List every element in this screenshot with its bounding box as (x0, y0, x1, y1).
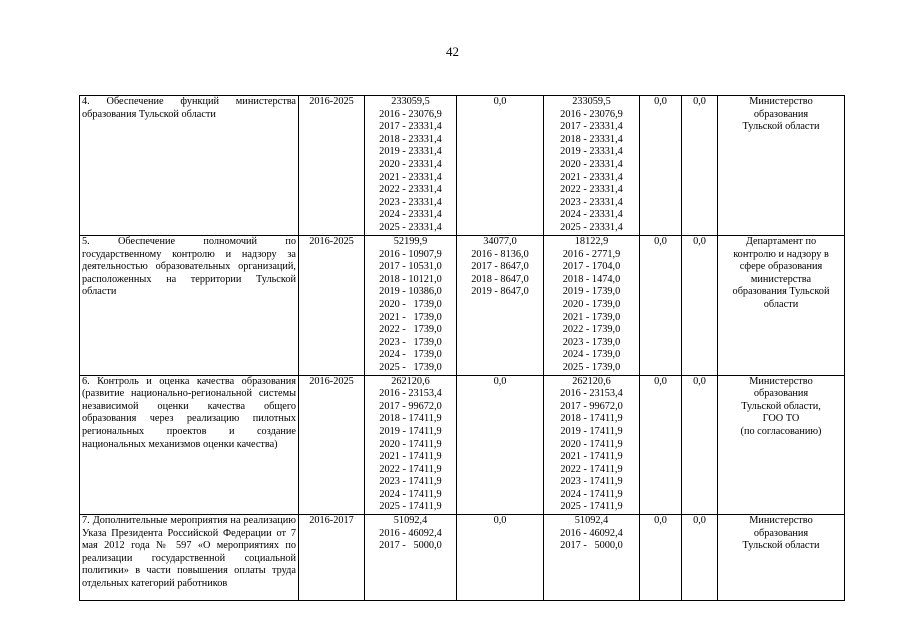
regional-funding-cell-line: 2017 - 1704,0 (562, 261, 621, 273)
executor-cell-line: образования (753, 108, 809, 120)
executor-cell-line: образования (753, 388, 809, 400)
regional-funding-cell-line: 2017 - 23331,4 (560, 121, 623, 133)
table-row (80, 236, 845, 376)
total-funding-cell-line: 2025 - 1739,0 (379, 361, 442, 373)
regional-funding-cell-line: 2020 - 17411,9 (560, 438, 623, 450)
regional-funding-cell-line: 2025 - 17411,9 (560, 501, 623, 513)
total-funding-cell-line: 2021 - 17411,9 (379, 451, 442, 463)
total-funding-cell-line: 2020 - 23331,4 (379, 158, 442, 170)
executor-cell-line: образования (753, 527, 809, 539)
regional-funding-cell (544, 96, 640, 236)
local-funding-cell: 0,0 (640, 96, 682, 236)
executor-cell-line: Министерство (749, 515, 813, 527)
activity-name-cell: 6. Контроль и оценка качества образования (развитие национально-региональной системы независимой оценки качества общего образования через реализацию пилотных региональных проектов и создание национальных механизмов оценки качества) (80, 375, 299, 515)
total-funding-cell-line: 2020 - 17411,9 (379, 438, 442, 450)
regional-funding-cell-line: 2018 - 23331,4 (560, 133, 623, 145)
page-number: 42 (446, 44, 459, 59)
executor-cell-line: образования Тульской (732, 286, 830, 298)
regional-funding-cell-line: 2025 - 23331,4 (560, 221, 623, 233)
total-funding-cell-line: 2019 - 17411,9 (379, 425, 442, 437)
period-cell: 2016-2025 (299, 96, 365, 236)
total-funding-cell-line: 2021 - 23331,4 (379, 171, 442, 183)
total-funding-cell-line: 2016 - 23153,4 (379, 388, 442, 400)
executor-cell-line: сфере образования (739, 261, 823, 273)
period-cell: 2016-2025 (299, 236, 365, 376)
total-funding-cell-line: 2022 - 23331,4 (379, 184, 442, 196)
total-funding-cell-line: 2019 - 10386,0 (379, 286, 442, 298)
table-row (80, 375, 845, 515)
executor-cell-line: Министерство (749, 96, 813, 107)
federal-funding-cell-line: 2017 - 8647,0 (471, 261, 529, 273)
total-funding-cell-line: 262120,6 (391, 375, 430, 387)
regional-funding-cell-line: 2024 - 1739,0 (562, 349, 621, 361)
total-funding-cell-line: 2023 - 17411,9 (379, 476, 442, 488)
executor-cell-line: Тульской области (742, 540, 820, 552)
local-funding-cell: 0,0 (640, 375, 682, 515)
total-funding-cell-line: 52199,9 (393, 236, 428, 247)
regional-funding-cell-line: 233059,5 (572, 96, 611, 107)
total-funding-cell-line: 2024 - 23331,4 (379, 209, 442, 221)
executor-cell (718, 236, 845, 376)
executor-cell-line: ГОО ТО (762, 413, 800, 425)
total-funding-cell-line: 2024 - 17411,9 (379, 488, 442, 500)
total-funding-cell-line: 2018 - 17411,9 (379, 413, 442, 425)
local-funding-cell: 0,0 (640, 515, 682, 601)
total-funding-cell (365, 236, 457, 376)
table-row (80, 96, 845, 236)
regional-funding-cell-line: 18122,9 (574, 236, 609, 247)
total-funding-cell-line: 2019 - 23331,4 (379, 146, 442, 158)
extra-funding-cell: 0,0 (682, 375, 718, 515)
regional-funding-cell-line: 2018 - 17411,9 (560, 413, 623, 425)
regional-funding-cell-line: 2016 - 23076,9 (560, 108, 623, 120)
total-funding-cell-line: 2021 - 1739,0 (379, 311, 442, 323)
executor-cell-line: области (763, 298, 799, 310)
total-funding-cell (365, 96, 457, 236)
activity-name-cell: 7. Дополнительные мероприятия на реализацию Указа Президента Российской Федерации от 7 мая 2012 года № 597 «О мероприятиях по реализации государственной социальной политики» в части повышения оплаты труда отдельных категорий работников (80, 515, 299, 601)
federal-funding-cell-line: 0,0 (493, 375, 507, 387)
regional-funding-cell-line: 2025 - 1739,0 (562, 361, 621, 373)
table-row (80, 515, 845, 601)
regional-funding-cell-line: 262120,6 (572, 375, 611, 387)
regional-funding-cell (544, 236, 640, 376)
extra-funding-cell: 0,0 (682, 96, 718, 236)
federal-funding-cell (457, 236, 544, 376)
total-funding-cell-line: 2025 - 17411,9 (379, 501, 442, 513)
regional-funding-cell-line: 2020 - 1739,0 (562, 298, 621, 310)
federal-funding-cell (457, 96, 544, 236)
federal-funding-cell-line: 0,0 (493, 96, 507, 107)
total-funding-cell-line: 2017 - 99672,0 (379, 400, 442, 412)
table-body (80, 96, 845, 601)
regional-funding-cell (544, 375, 640, 515)
regional-funding-cell-line: 2019 - 1739,0 (562, 286, 621, 298)
regional-funding-cell-line: 2022 - 1739,0 (562, 324, 621, 336)
regional-funding-cell-line: 2016 - 2771,9 (562, 248, 621, 260)
regional-funding-cell-line: 51092,4 (574, 515, 609, 527)
federal-funding-cell (457, 515, 544, 601)
regional-funding-cell-line: 2024 - 23331,4 (560, 209, 623, 221)
total-funding-cell-line: 51092,4 (393, 515, 428, 527)
local-funding-cell: 0,0 (640, 236, 682, 376)
regional-funding-cell-line: 2019 - 23331,4 (560, 146, 623, 158)
regional-funding-cell-line: 2023 - 1739,0 (562, 336, 621, 348)
total-funding-cell-line: 2018 - 10121,0 (379, 273, 442, 285)
total-funding-cell (365, 375, 457, 515)
total-funding-cell-line: 2018 - 23331,4 (379, 133, 442, 145)
regional-funding-cell-line: 2019 - 17411,9 (560, 425, 623, 437)
total-funding-cell-line: 2016 - 46092,4 (379, 527, 442, 539)
total-funding-cell-line: 2016 - 10907,9 (379, 248, 442, 260)
regional-funding-cell-line: 2017 - 99672,0 (560, 400, 623, 412)
extra-funding-cell: 0,0 (682, 236, 718, 376)
total-funding-cell-line: 2024 - 1739,0 (379, 349, 442, 361)
regional-funding-cell (544, 515, 640, 601)
regional-funding-cell-line: 2017 - 5000,0 (560, 540, 623, 552)
executor-cell-line: (по согласованию) (740, 425, 822, 437)
total-funding-cell-line: 2016 - 23076,9 (379, 108, 442, 120)
total-funding-cell-line: 2020 - 1739,0 (379, 298, 442, 310)
total-funding-cell-line: 2022 - 1739,0 (379, 324, 442, 336)
executor-cell-line: Тульской области, (741, 400, 821, 412)
federal-funding-cell-line: 2016 - 8136,0 (471, 248, 529, 260)
regional-funding-cell-line: 2021 - 17411,9 (560, 451, 623, 463)
regional-funding-cell-line: 2016 - 46092,4 (560, 527, 623, 539)
activity-name-cell: 5. Обеспечение полномочий по государственному контролю и надзору за деятельностью образовательных организаций, расположенных на территории Тульской области (80, 236, 299, 376)
federal-funding-cell (457, 375, 544, 515)
total-funding-cell-line: 2017 - 10531,0 (379, 261, 442, 273)
total-funding-cell-line: 2017 - 5000,0 (379, 540, 442, 552)
federal-funding-cell-line: 0,0 (493, 515, 507, 527)
federal-funding-cell-line: 34077,0 (483, 236, 517, 247)
total-funding-cell-line: 2023 - 23331,4 (379, 196, 442, 208)
executor-cell-line: контролю и надзору в (733, 248, 829, 260)
executor-cell (718, 375, 845, 515)
period-cell: 2016-2025 (299, 375, 365, 515)
regional-funding-cell-line: 2023 - 23331,4 (560, 196, 623, 208)
program-table (79, 95, 845, 601)
regional-funding-cell-line: 2020 - 23331,4 (560, 158, 623, 170)
executor-cell-line: Тульской области (742, 121, 820, 133)
federal-funding-cell-line: 2018 - 8647,0 (471, 273, 529, 285)
total-funding-cell-line: 2025 - 23331,4 (379, 221, 442, 233)
extra-funding-cell: 0,0 (682, 515, 718, 601)
activity-name-cell: 4. Обеспечение функций министерства образования Тульской области (80, 96, 299, 236)
regional-funding-cell-line: 2021 - 23331,4 (560, 171, 623, 183)
total-funding-cell-line: 2022 - 17411,9 (379, 463, 442, 475)
regional-funding-cell-line: 2023 - 17411,9 (560, 476, 623, 488)
executor-cell (718, 515, 845, 601)
regional-funding-cell-line: 2022 - 23331,4 (560, 184, 623, 196)
total-funding-cell-line: 2023 - 1739,0 (379, 336, 442, 348)
executor-cell-line: Департамент по (745, 236, 817, 247)
regional-funding-cell-line: 2018 - 1474,0 (562, 273, 621, 285)
regional-funding-cell-line: 2022 - 17411,9 (560, 463, 623, 475)
total-funding-cell (365, 515, 457, 601)
executor-cell-line: Министерство (749, 375, 813, 387)
executor-cell-line: министерства (750, 273, 812, 285)
regional-funding-cell-line: 2016 - 23153,4 (560, 388, 623, 400)
executor-cell (718, 96, 845, 236)
regional-funding-cell-line: 2024 - 17411,9 (560, 488, 623, 500)
total-funding-cell-line: 2017 - 23331,4 (379, 121, 442, 133)
regional-funding-cell-line: 2021 - 1739,0 (562, 311, 621, 323)
period-cell: 2016-2017 (299, 515, 365, 601)
total-funding-cell-line: 233059,5 (391, 96, 430, 107)
federal-funding-cell-line: 2019 - 8647,0 (471, 286, 529, 298)
